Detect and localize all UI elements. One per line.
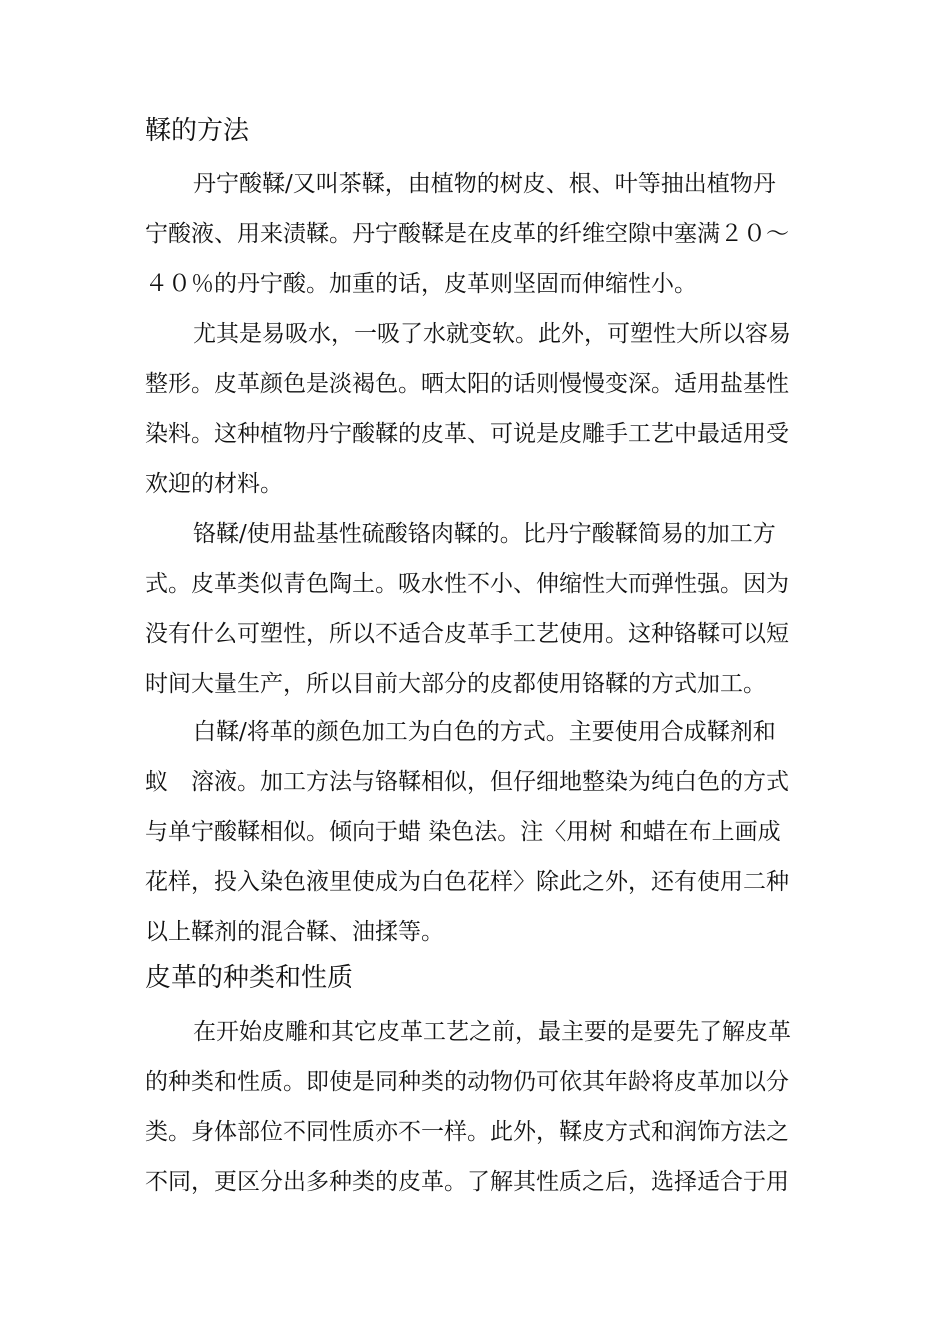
paragraph-line: 宁酸液、用来渍鞣。丹宁酸鞣是在皮革的纤维空隙中塞满２０～ [145, 221, 789, 247]
paragraph-line: 的种类和性质。即使是同种类的动物仍可依其年龄将皮革加以分 [145, 1069, 789, 1095]
paragraph-line: 式。皮革类似青色陶土。吸水性不小、伸缩性大而弹性强。因为 [145, 571, 789, 597]
paragraph-line: 没有什么可塑性，所以不适合皮革手工艺使用。这种铬鞣可以短 [145, 621, 789, 647]
paragraph-line: 欢迎的材料。 [145, 471, 283, 497]
paragraph-line: 蚁 溶液。加工方法与铬鞣相似，但仔细地整染为纯白色的方式 [145, 769, 789, 795]
paragraph-line: 染料。这种植物丹宁酸鞣的皮革、可说是皮雕手工艺中最适用受 [145, 421, 789, 447]
paragraph-line: 时间大量生产，所以目前大部分的皮都使用铬鞣的方式加工。 [145, 671, 766, 697]
paragraph-line: 与单宁酸鞣相似。倾向于蜡 染色法。注〈用树 和蜡在布上画成 [145, 819, 781, 845]
paragraph-line: 丹宁酸鞣/又叫茶鞣，由植物的树皮、根、叶等抽出植物丹 [193, 171, 776, 197]
paragraph-line: ４０％的丹宁酸。加重的话，皮革则坚固而伸缩性小。 [145, 271, 697, 297]
paragraph-line: 在开始皮雕和其它皮革工艺之前，最主要的是要先了解皮革 [193, 1019, 791, 1045]
section-heading-tanning-methods: 鞣的方法 [145, 116, 250, 146]
paragraph-line: 白鞣/将革的颜色加工为白色的方式。主要使用合成鞣剂和 [193, 719, 776, 745]
paragraph-line: 铬鞣/使用盐基性硫酸铬肉鞣的。比丹宁酸鞣简易的加工方 [193, 521, 776, 547]
paragraph-line: 类。身体部位不同性质亦不一样。此外，鞣皮方式和润饰方法之 [145, 1119, 789, 1145]
paragraph-line: 花样，投入染色液里使成为白色花样〉除此之外，还有使用二种 [145, 869, 789, 895]
paragraph-line: 以上鞣剂的混合鞣、油揉等。 [145, 919, 444, 945]
paragraph-line: 尤其是易吸水，一吸了水就变软。此外，可塑性大所以容易 [193, 321, 791, 347]
section-heading-leather-types: 皮革的种类和性质 [145, 963, 354, 993]
paragraph-line: 整形。皮革颜色是淡褐色。晒太阳的话则慢慢变深。适用盐基性 [145, 371, 789, 397]
paragraph-line: 不同，更区分出多种类的皮革。了解其性质之后，选择适合于用 [145, 1169, 789, 1195]
